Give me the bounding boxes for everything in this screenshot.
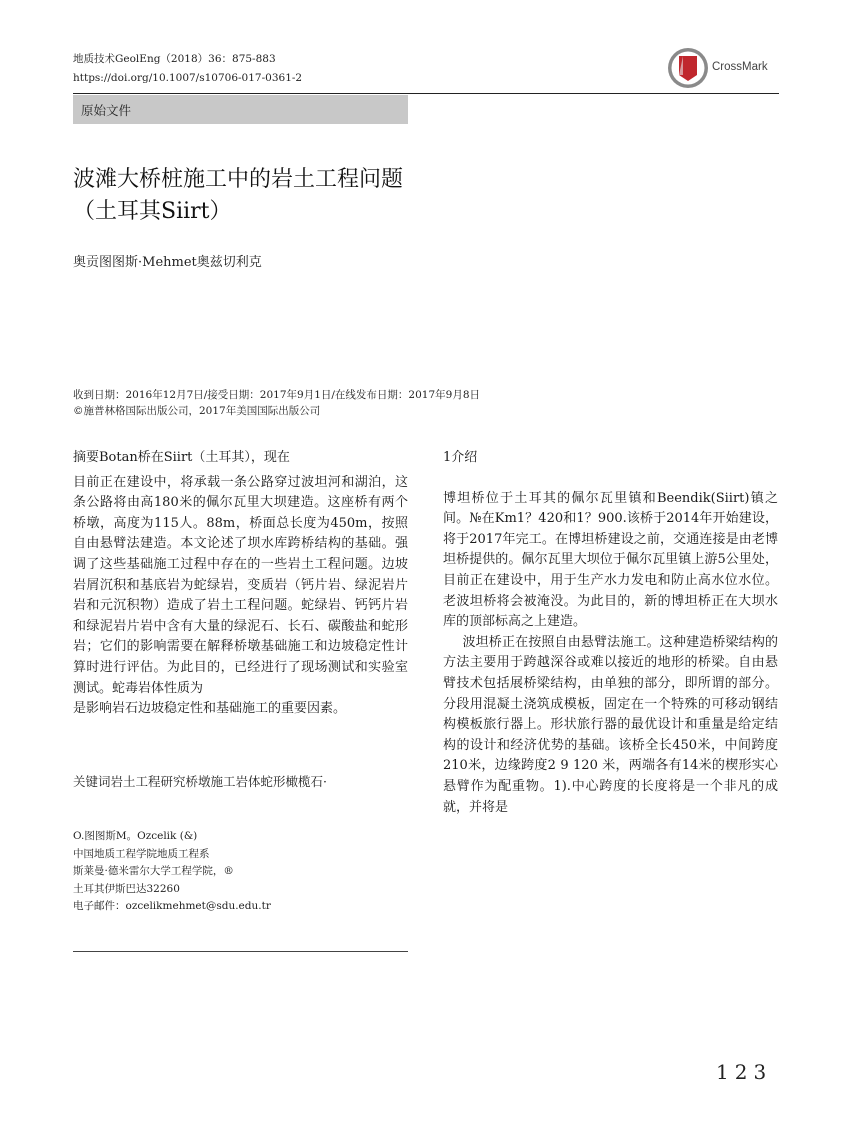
abstract-first-line: 摘要Botan桥在Siirt（土耳其），现在 xyxy=(73,450,290,465)
publication-dates xyxy=(73,387,480,419)
crossmark-badge[interactable] xyxy=(666,45,781,91)
abstract-last-line: 是影响岩石边坡稳定性和基础施工的重要因素。 xyxy=(73,701,347,717)
doi-link[interactable]: https://doi.org/10.1007/s10706-017-0361-2 xyxy=(73,72,303,84)
keywords: 关键词岩土工程研究桥墩施工岩体蛇形橄榄石· xyxy=(73,774,327,789)
introduction-block xyxy=(443,448,778,818)
intro-paragraph-1: 博坦桥位于土耳其的佩尔瓦里镇和Beendik(Siirt)镇之间。№在Km1？420和1？900.该桥于2014年开始建设，将于2017年完工。在博坦桥建设之前，交通连接是由老博坦桥提供的。佩尔瓦里大坝位于佩尔瓦里镇上游5公里处，目前正在建设中，用于生产水力发电和防止高水位水位。老波坦桥将会被淹没。为此目的，新的博坦桥正在大坝水库的顶部标高之上建造。 xyxy=(443,490,778,630)
article-title-line1: 波滩大桥桩施工中的岩土工程问题 xyxy=(73,167,404,192)
copyright-line: ©施普林格国际出版公司，2017年美国国际出版公司 xyxy=(73,405,321,417)
affiliation-name: O.图图斯M。Ozcelik (&) xyxy=(73,830,198,842)
article-title-line2: （土耳其Siirt） xyxy=(73,199,232,224)
dates-line: 收到日期：2016年12月7日/接受日期：2017年9月1日/在线发布日期：2017年9月8日 xyxy=(73,389,481,401)
author-list: 奥贡图图斯·Mehmet奥兹切利克 xyxy=(73,255,262,270)
article-title xyxy=(73,164,403,228)
crossmark-label: CrossMark xyxy=(712,61,768,73)
abstract-body: 目前正在建设中，将承载一条公路穿过波坦河和湖泊，这条公路将由高180米的佩尔瓦里大坝建造。这座桥有两个桥墩，高度为115人。88m，桥面总长度为450m，按照自由悬臂法建造。本文论述了坝水库跨桥结构的基础。强调了这些基础施工过程中存在的一些岩土工程问题。边坡岩屑沉积和基底岩为蛇绿岩，变质岩（钙片岩、绿泥岩片岩和元沉积物）造成了岩土工程问题。蛇绿岩、钙钙片岩和绿泥岩片岩中含有大量的绿泥石、长石、碳酸盐和蛇形岩；它们的影响需要在解释桥墩基础施工和边坡稳定性计算时进行评估。为此目的，已经进行了现场测试和实验室测试。蛇毒岩体性质为 xyxy=(73,474,408,696)
abstract-block xyxy=(73,448,408,720)
journal-citation: 地质技术GeolEng（2018）36：875-883 xyxy=(73,53,276,65)
affiliation-department: 中国地质工程学院地质工程系 xyxy=(73,847,210,860)
affiliation-faculty: 斯莱曼·德米雷尔大学工程学院，® xyxy=(73,865,234,877)
affiliation-email[interactable]: 电子邮件：ozcelikmehmet@sdu.edu.tr xyxy=(73,900,271,912)
author-affiliation xyxy=(73,828,408,916)
affiliation-city: 土耳其伊斯巴达32260 xyxy=(73,882,180,895)
section-label-bar xyxy=(73,95,408,124)
header-rule xyxy=(73,93,779,94)
section-label: 原始文件 xyxy=(81,103,132,118)
page-number: 123 xyxy=(716,1060,773,1084)
intro-paragraph-2: 波坦桥正在按照自由悬臂法施工。这种建造桥梁结构的方法主要用于跨越深谷或难以接近的地形的桥梁。自由悬臂技术包括展桥梁结构，由单独的部分，即所谓的部分。分段用混凝土浇筑成模板，固定在一个特殊的可移动钢结构模板旅行器上。形状旅行器的最优设计和重量是给定结构的设计和经济优势的基础。该桥全长450米，中间跨度210米，边缘跨度2 9 120 米，两端各有14米的楔形实心悬臂作为配重物。1).中心跨度的长度将是一个非凡的成就，并将是 xyxy=(443,634,778,815)
footnote-rule xyxy=(73,951,408,952)
intro-heading: 1介绍 xyxy=(443,450,478,465)
